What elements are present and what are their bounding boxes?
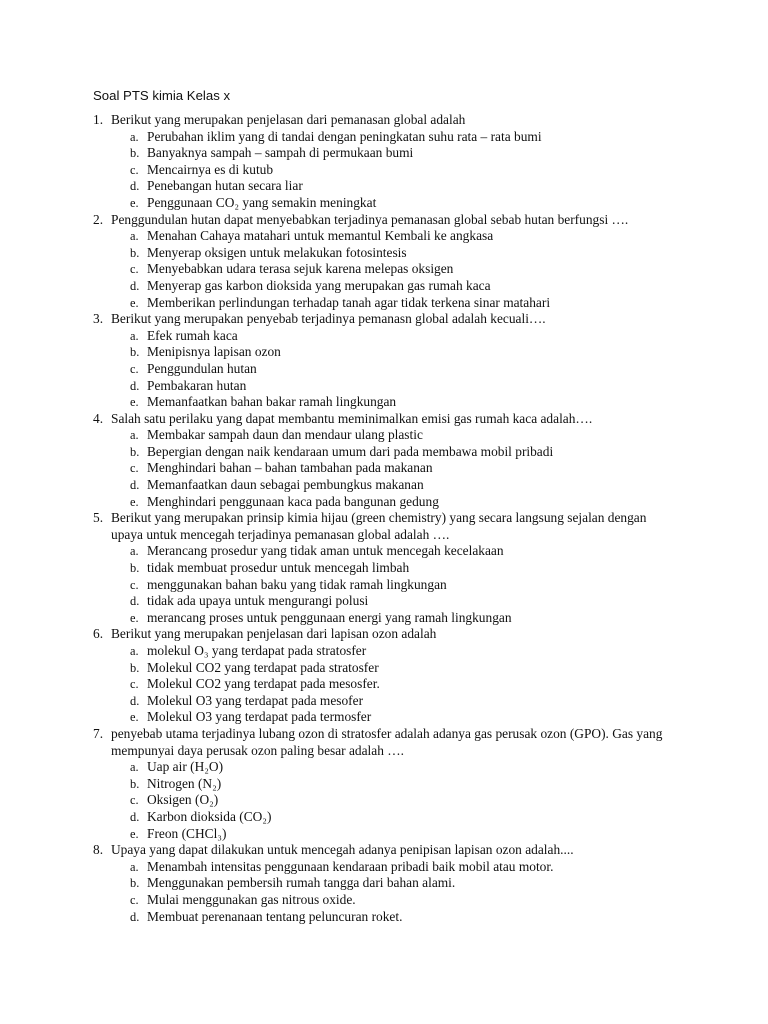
question-text: Berikut yang merupakan penyebab terjadinya pemanasn global adalah kecuali…. <box>111 311 546 327</box>
option-text: Menggunakan pembersih rumah tangga dari bahan alami. <box>147 875 456 891</box>
option-letter: c. <box>130 892 139 907</box>
option-item <box>130 858 673 876</box>
question-item <box>93 626 673 726</box>
option-letter: c. <box>130 577 139 592</box>
option-letter: e. <box>130 710 139 725</box>
question-text: Penggundulan hutan dapat menyebabkan terjadinya pemanasan global sebab hutan berfungsi …. <box>111 211 629 227</box>
question-item <box>93 411 673 511</box>
option-text: Perubahan iklim yang di tandai dengan peningkatan suhu rata – rata bumi <box>147 128 542 144</box>
option-text: Merancang prosedur yang tidak aman untuk mencegah kecelakaan <box>147 543 504 559</box>
option-item <box>130 277 673 295</box>
option-letter: d. <box>130 478 140 493</box>
option-item <box>130 692 673 710</box>
question-number: 3. <box>93 311 104 327</box>
option-text: Menghindari bahan – bahan tambahan pada makanan <box>147 460 433 476</box>
option-letter: a. <box>130 129 139 144</box>
option-letter: a. <box>130 229 139 244</box>
question-list <box>93 112 673 925</box>
option-text: Molekul CO2 yang terdapat pada stratosfer <box>147 659 379 675</box>
option-item <box>130 659 673 677</box>
option-item <box>130 427 673 444</box>
question-number: 7. <box>93 725 104 741</box>
option-item <box>130 775 673 793</box>
option-text: Membakar sampah daun dan mendaur ulang plastic <box>147 427 423 443</box>
option-item <box>130 493 673 511</box>
option-list <box>111 328 673 411</box>
option-item <box>130 891 673 909</box>
option-list <box>111 759 673 842</box>
question-item <box>93 311 673 411</box>
option-letter: c. <box>130 461 139 476</box>
option-letter: b. <box>130 146 140 161</box>
option-item <box>130 360 673 378</box>
option-letter: d. <box>130 179 140 194</box>
option-letter: d. <box>130 278 140 293</box>
option-item <box>130 609 673 627</box>
option-list <box>111 543 673 626</box>
question-item <box>93 842 673 925</box>
option-text: Menyerap gas karbon dioksida yang merupakan gas rumah kaca <box>147 277 491 293</box>
option-text: Penggundulan hutan <box>147 360 257 376</box>
option-letter: c. <box>130 677 139 692</box>
option-letter: d. <box>130 909 140 924</box>
option-text: merancang proses untuk penggunaan energi yang ramah lingkungan <box>147 609 512 625</box>
option-text: Mencairnya es di kutub <box>147 161 274 177</box>
option-item <box>130 908 673 926</box>
option-letter: b. <box>130 561 140 576</box>
option-text: Banyaknya sampah – sampah di permukaan bumi <box>147 145 414 161</box>
option-letter: e. <box>130 826 139 841</box>
option-item <box>130 128 673 146</box>
option-text: Efek rumah kaca <box>147 327 238 343</box>
option-list <box>111 643 673 726</box>
option-letter: e. <box>130 195 139 210</box>
question-text: Berikut yang merupakan penjelasan dari lapisan ozon adalah <box>111 626 437 642</box>
option-letter: e. <box>130 395 139 410</box>
option-item <box>130 294 673 312</box>
option-letter: a. <box>130 859 139 874</box>
option-item <box>130 709 673 726</box>
option-text: Penebangan hutan secara liar <box>147 178 303 194</box>
question-text: penyebab utama terjadinya lubang ozon di stratosfer adalah adanya gas perusak ozon (GPO). Gas yang mempunyai daya perusak ozon paling besar adalah …. <box>111 725 663 758</box>
option-list <box>111 228 673 311</box>
option-text: Uap air (H₂O) <box>147 759 224 775</box>
question-number: 4. <box>93 410 104 426</box>
option-list <box>111 859 673 925</box>
question-item <box>93 510 673 626</box>
option-text: molekul O₃ yang terdapat pada stratosfer <box>147 643 367 658</box>
option-item <box>130 344 673 361</box>
option-letter: b. <box>130 245 140 260</box>
option-item <box>130 759 673 776</box>
option-letter: b. <box>130 444 140 459</box>
option-text: Penggunaan CO₂ yang semakin meningkat <box>147 194 377 210</box>
question-number: 8. <box>93 842 104 858</box>
option-letter: a. <box>130 760 139 775</box>
option-text: Molekul CO2 yang terdapat pada mesosfer. <box>147 676 380 692</box>
option-text: Menyerap oksigen untuk melakukan fotosintesis <box>147 244 407 260</box>
option-item <box>130 377 673 395</box>
question-number: 6. <box>93 626 104 642</box>
option-item <box>130 244 673 262</box>
option-letter: a. <box>130 544 139 559</box>
question-text: Berikut yang merupakan prinsip kimia hijau (green chemistry) yang secara langsung sejalan dengan upaya untuk mencegah terjadinya pemanasan global adalah …. <box>111 510 647 542</box>
option-text: Freon (CHCl₃) <box>147 825 227 841</box>
option-item <box>130 178 673 195</box>
option-letter: e. <box>130 295 139 310</box>
option-text: Memanfaatkan bahan bakar ramah lingkungan <box>147 394 397 410</box>
option-letter: a. <box>130 428 139 443</box>
option-item <box>130 576 673 594</box>
option-text: Mulai menggunakan gas nitrous oxide. <box>147 891 356 907</box>
option-letter: c. <box>130 793 139 808</box>
option-item <box>130 543 673 560</box>
option-item <box>130 145 673 162</box>
option-text: Menyebabkan udara terasa sejuk karena melepas oksigen <box>147 261 454 277</box>
option-item <box>130 161 673 179</box>
option-text: Bepergian dengan naik kendaraan umum dari pada membawa mobil pribadi <box>147 443 554 459</box>
option-text: Menambah intensitas penggunaan kendaraan pribadi baik mobil atau motor. <box>147 858 554 874</box>
option-item <box>130 460 673 477</box>
option-text: Memanfaatkan daun sebagai pembungkus makanan <box>147 477 424 493</box>
option-list <box>111 129 673 212</box>
option-item <box>130 792 673 809</box>
option-letter: e. <box>130 494 139 509</box>
option-item <box>130 327 673 345</box>
option-item <box>130 643 673 660</box>
option-text: Molekul O3 yang terdapat pada mesofer <box>147 692 364 708</box>
option-letter: c. <box>130 262 139 277</box>
question-text: Salah satu perilaku yang dapat membantu meminimalkan emisi gas rumah kaca adalah…. <box>111 410 593 426</box>
option-letter: b. <box>130 660 140 675</box>
option-letter: c. <box>130 361 139 376</box>
option-item <box>130 228 673 245</box>
option-item <box>130 443 673 461</box>
document-title: Soal PTS kimia Kelas x <box>93 88 231 103</box>
option-text: Molekul O3 yang terdapat pada termosfer <box>147 709 372 725</box>
option-item <box>130 261 673 278</box>
option-item <box>130 875 673 892</box>
option-text: Membuat perenanaan tentang peluncuran roket. <box>147 908 403 924</box>
question-text: Berikut yang merupakan penjelasan dari pemanasan global adalah <box>111 112 466 127</box>
option-item <box>130 825 673 843</box>
option-text: Memberikan perlindungan terhadap tanah agar tidak terkena sinar matahari <box>147 294 551 310</box>
option-list <box>111 427 673 510</box>
option-letter: d. <box>130 378 140 393</box>
option-item <box>130 808 673 826</box>
option-text: tidak ada upaya untuk mengurangi polusi <box>147 593 369 609</box>
option-item <box>130 194 673 212</box>
question-item <box>93 112 673 212</box>
option-text: Oksigen (O₂) <box>147 792 219 808</box>
option-letter: b. <box>130 345 140 360</box>
option-letter: c. <box>130 162 139 177</box>
option-letter: b. <box>130 876 140 891</box>
option-text: Pembakaran hutan <box>147 377 247 393</box>
option-text: Menghindari penggunaan kaca pada bangunan gedung <box>147 493 439 509</box>
option-item <box>130 560 673 577</box>
option-item <box>130 394 673 411</box>
question-item <box>93 726 673 842</box>
option-text: menggunakan bahan baku yang tidak ramah lingkungan <box>147 576 447 592</box>
question-number: 2. <box>93 211 104 227</box>
option-text: Menipisnya lapisan ozon <box>147 344 281 360</box>
option-item <box>130 477 673 494</box>
option-letter: d. <box>130 809 140 824</box>
option-text: Menahan Cahaya matahari untuk memantul Kembali ke angkasa <box>147 228 494 244</box>
option-item <box>130 593 673 610</box>
option-text: Nitrogen (N₂) <box>147 775 222 791</box>
option-letter: a. <box>130 644 139 658</box>
option-letter: a. <box>130 328 139 343</box>
option-text: tidak membuat prosedur untuk mencegah limbah <box>147 560 410 576</box>
option-letter: d. <box>130 693 140 708</box>
question-item <box>93 212 673 312</box>
question-number: 1. <box>93 112 104 127</box>
option-letter: d. <box>130 594 140 609</box>
question-number: 5. <box>93 510 104 526</box>
option-letter: e. <box>130 610 139 625</box>
option-text: Karbon dioksida (CO₂) <box>147 808 272 824</box>
option-letter: b. <box>130 776 140 791</box>
question-text: Upaya yang dapat dilakukan untuk mencegah adanya penipisan lapisan ozon adalah.... <box>111 842 574 858</box>
option-item <box>130 676 673 693</box>
